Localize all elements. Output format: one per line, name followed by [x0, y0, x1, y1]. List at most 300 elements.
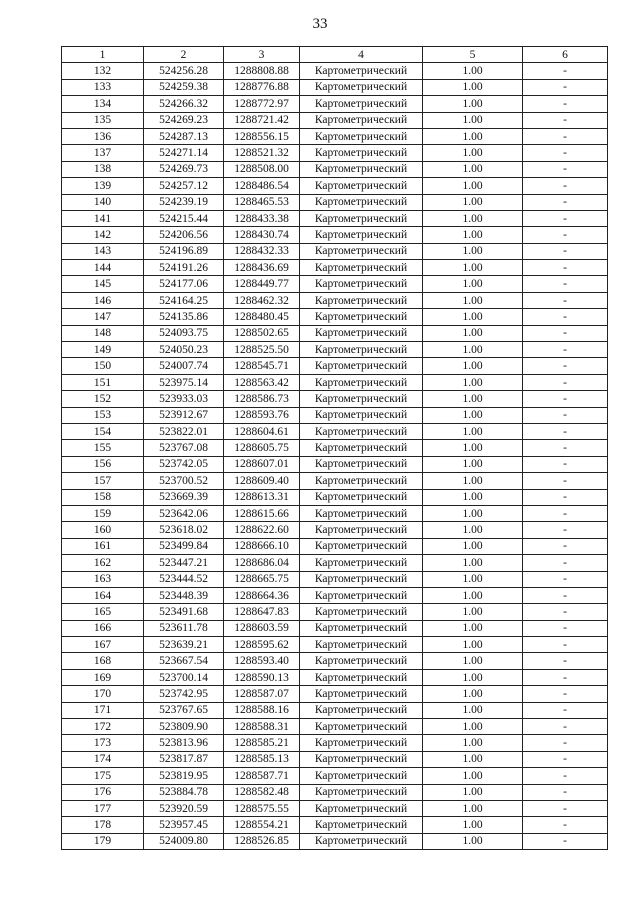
- method-cell: Картометрический: [300, 587, 423, 603]
- x-coordinate-cell: 524269.73: [144, 161, 224, 177]
- method-cell: Картометрический: [300, 505, 423, 521]
- accuracy-cell: 1.00: [423, 63, 523, 79]
- description-cell: -: [523, 686, 608, 702]
- accuracy-cell: 1.00: [423, 669, 523, 685]
- description-cell: -: [523, 210, 608, 226]
- x-coordinate-cell: 523639.21: [144, 637, 224, 653]
- description-cell: -: [523, 342, 608, 358]
- point-number-cell: 133: [62, 79, 144, 95]
- accuracy-cell: 1.00: [423, 768, 523, 784]
- page-number: 33: [312, 16, 328, 32]
- method-cell: Картометрический: [300, 423, 423, 439]
- accuracy-cell: 1.00: [423, 292, 523, 308]
- method-cell: Картометрический: [300, 112, 423, 128]
- description-cell: -: [523, 702, 608, 718]
- x-coordinate-cell: 524196.89: [144, 243, 224, 259]
- description-cell: -: [523, 817, 608, 833]
- accuracy-cell: 1.00: [423, 571, 523, 587]
- table-row: [62, 325, 608, 341]
- accuracy-cell: 1.00: [423, 391, 523, 407]
- table-row: [62, 833, 608, 849]
- accuracy-cell: 1.00: [423, 79, 523, 95]
- method-cell: Картометрический: [300, 637, 423, 653]
- point-number-cell: 160: [62, 522, 144, 538]
- table-row: [62, 260, 608, 276]
- point-number-cell: 134: [62, 96, 144, 112]
- description-cell: -: [523, 784, 608, 800]
- point-number-cell: 139: [62, 178, 144, 194]
- point-number-cell: 155: [62, 440, 144, 456]
- x-coordinate-cell: 523618.02: [144, 522, 224, 538]
- x-coordinate-cell: 524239.19: [144, 194, 224, 210]
- method-cell: Картометрический: [300, 325, 423, 341]
- table-row: [62, 505, 608, 521]
- method-cell: Картометрический: [300, 391, 423, 407]
- x-coordinate-cell: 524050.23: [144, 342, 224, 358]
- method-cell: Картометрический: [300, 800, 423, 816]
- table-row: [62, 473, 608, 489]
- table-row: [62, 194, 608, 210]
- description-cell: -: [523, 669, 608, 685]
- y-coordinate-cell: 1288622.60: [224, 522, 300, 538]
- point-number-cell: 157: [62, 473, 144, 489]
- y-coordinate-cell: 1288587.71: [224, 768, 300, 784]
- y-coordinate-cell: 1288526.85: [224, 833, 300, 849]
- point-number-cell: 156: [62, 456, 144, 472]
- point-number-cell: 172: [62, 719, 144, 735]
- description-cell: -: [523, 735, 608, 751]
- point-number-cell: 137: [62, 145, 144, 161]
- point-number-cell: 142: [62, 227, 144, 243]
- accuracy-cell: 1.00: [423, 260, 523, 276]
- table-row: [62, 391, 608, 407]
- header-cell-3: 3: [224, 47, 300, 63]
- x-coordinate-cell: 523642.06: [144, 505, 224, 521]
- accuracy-cell: 1.00: [423, 522, 523, 538]
- table-row: [62, 719, 608, 735]
- method-cell: Картометрический: [300, 260, 423, 276]
- x-coordinate-cell: 523667.54: [144, 653, 224, 669]
- y-coordinate-cell: 1288613.31: [224, 489, 300, 505]
- point-number-cell: 147: [62, 309, 144, 325]
- header-cell-4: 4: [300, 47, 423, 63]
- method-cell: Картометрический: [300, 456, 423, 472]
- table-row: [62, 555, 608, 571]
- method-cell: Картометрический: [300, 227, 423, 243]
- x-coordinate-cell: 523884.78: [144, 784, 224, 800]
- y-coordinate-cell: 1288593.76: [224, 407, 300, 423]
- y-coordinate-cell: 1288465.53: [224, 194, 300, 210]
- accuracy-cell: 1.00: [423, 243, 523, 259]
- description-cell: -: [523, 538, 608, 554]
- accuracy-cell: 1.00: [423, 587, 523, 603]
- x-coordinate-cell: 523822.01: [144, 423, 224, 439]
- y-coordinate-cell: 1288462.32: [224, 292, 300, 308]
- method-cell: Картометрический: [300, 309, 423, 325]
- description-cell: -: [523, 227, 608, 243]
- accuracy-cell: 1.00: [423, 719, 523, 735]
- method-cell: Картометрический: [300, 768, 423, 784]
- description-cell: -: [523, 260, 608, 276]
- accuracy-cell: 1.00: [423, 538, 523, 554]
- description-cell: -: [523, 96, 608, 112]
- y-coordinate-cell: 1288582.48: [224, 784, 300, 800]
- point-number-cell: 145: [62, 276, 144, 292]
- x-coordinate-cell: 524287.13: [144, 128, 224, 144]
- y-coordinate-cell: 1288772.97: [224, 96, 300, 112]
- accuracy-cell: 1.00: [423, 653, 523, 669]
- coordinates-table: [61, 46, 608, 850]
- method-cell: Картометрический: [300, 407, 423, 423]
- x-coordinate-cell: 524164.25: [144, 292, 224, 308]
- method-cell: Картометрический: [300, 342, 423, 358]
- table-header: [62, 47, 608, 63]
- description-cell: -: [523, 391, 608, 407]
- x-coordinate-cell: 524271.14: [144, 145, 224, 161]
- accuracy-cell: 1.00: [423, 112, 523, 128]
- point-number-cell: 149: [62, 342, 144, 358]
- x-coordinate-cell: 523700.14: [144, 669, 224, 685]
- accuracy-cell: 1.00: [423, 637, 523, 653]
- x-coordinate-cell: 523444.52: [144, 571, 224, 587]
- x-coordinate-cell: 523912.67: [144, 407, 224, 423]
- table-row: [62, 751, 608, 767]
- point-number-cell: 174: [62, 751, 144, 767]
- header-cell-6: 6: [523, 47, 608, 63]
- method-cell: Картометрический: [300, 719, 423, 735]
- description-cell: -: [523, 63, 608, 79]
- table-row: [62, 768, 608, 784]
- point-number-cell: 171: [62, 702, 144, 718]
- x-coordinate-cell: 523447.21: [144, 555, 224, 571]
- description-cell: -: [523, 112, 608, 128]
- accuracy-cell: 1.00: [423, 440, 523, 456]
- y-coordinate-cell: 1288433.38: [224, 210, 300, 226]
- y-coordinate-cell: 1288545.71: [224, 358, 300, 374]
- y-coordinate-cell: 1288585.21: [224, 735, 300, 751]
- accuracy-cell: 1.00: [423, 751, 523, 767]
- method-cell: Картометрический: [300, 178, 423, 194]
- accuracy-cell: 1.00: [423, 128, 523, 144]
- x-coordinate-cell: 524009.80: [144, 833, 224, 849]
- point-number-cell: 175: [62, 768, 144, 784]
- table-row: [62, 161, 608, 177]
- table-row: [62, 587, 608, 603]
- description-cell: -: [523, 325, 608, 341]
- y-coordinate-cell: 1288575.55: [224, 800, 300, 816]
- point-number-cell: 153: [62, 407, 144, 423]
- accuracy-cell: 1.00: [423, 735, 523, 751]
- description-cell: -: [523, 833, 608, 849]
- accuracy-cell: 1.00: [423, 161, 523, 177]
- table-row: [62, 309, 608, 325]
- point-number-cell: 176: [62, 784, 144, 800]
- accuracy-cell: 1.00: [423, 194, 523, 210]
- header-row: [62, 47, 608, 63]
- header-cell-5: 5: [423, 47, 523, 63]
- table-row: [62, 358, 608, 374]
- table-row: [62, 653, 608, 669]
- method-cell: Картометрический: [300, 702, 423, 718]
- description-cell: -: [523, 292, 608, 308]
- x-coordinate-cell: 524177.06: [144, 276, 224, 292]
- y-coordinate-cell: 1288605.75: [224, 440, 300, 456]
- point-number-cell: 144: [62, 260, 144, 276]
- table-row: [62, 440, 608, 456]
- method-cell: Картометрический: [300, 751, 423, 767]
- point-number-cell: 164: [62, 587, 144, 603]
- point-number-cell: 151: [62, 374, 144, 390]
- y-coordinate-cell: 1288666.10: [224, 538, 300, 554]
- table-row: [62, 735, 608, 751]
- point-number-cell: 146: [62, 292, 144, 308]
- table-row: [62, 620, 608, 636]
- point-number-cell: 159: [62, 505, 144, 521]
- method-cell: Картометрический: [300, 571, 423, 587]
- method-cell: Картометрический: [300, 79, 423, 95]
- point-number-cell: 177: [62, 800, 144, 816]
- description-cell: -: [523, 79, 608, 95]
- method-cell: Картометрический: [300, 374, 423, 390]
- accuracy-cell: 1.00: [423, 620, 523, 636]
- x-coordinate-cell: 523933.03: [144, 391, 224, 407]
- x-coordinate-cell: 523809.90: [144, 719, 224, 735]
- point-number-cell: 165: [62, 604, 144, 620]
- description-cell: -: [523, 358, 608, 374]
- x-coordinate-cell: 523813.96: [144, 735, 224, 751]
- description-cell: -: [523, 243, 608, 259]
- description-cell: -: [523, 456, 608, 472]
- description-cell: -: [523, 276, 608, 292]
- point-number-cell: 143: [62, 243, 144, 259]
- description-cell: -: [523, 653, 608, 669]
- point-number-cell: 173: [62, 735, 144, 751]
- method-cell: Картометрический: [300, 440, 423, 456]
- x-coordinate-cell: 523920.59: [144, 800, 224, 816]
- accuracy-cell: 1.00: [423, 686, 523, 702]
- table-row: [62, 686, 608, 702]
- table-row: [62, 637, 608, 653]
- point-number-cell: 158: [62, 489, 144, 505]
- method-cell: Картометрический: [300, 276, 423, 292]
- table-row: [62, 800, 608, 816]
- point-number-cell: 152: [62, 391, 144, 407]
- accuracy-cell: 1.00: [423, 374, 523, 390]
- x-coordinate-cell: 524269.23: [144, 112, 224, 128]
- table-row: [62, 292, 608, 308]
- point-number-cell: 167: [62, 637, 144, 653]
- y-coordinate-cell: 1288525.50: [224, 342, 300, 358]
- table-row: [62, 145, 608, 161]
- table-row: [62, 456, 608, 472]
- method-cell: Картометрический: [300, 833, 423, 849]
- point-number-cell: 148: [62, 325, 144, 341]
- method-cell: Картометрический: [300, 686, 423, 702]
- method-cell: Картометрический: [300, 817, 423, 833]
- y-coordinate-cell: 1288593.40: [224, 653, 300, 669]
- accuracy-cell: 1.00: [423, 342, 523, 358]
- x-coordinate-cell: 524093.75: [144, 325, 224, 341]
- y-coordinate-cell: 1288609.40: [224, 473, 300, 489]
- point-number-cell: 150: [62, 358, 144, 374]
- method-cell: Картометрический: [300, 145, 423, 161]
- table-body: [62, 63, 608, 850]
- x-coordinate-cell: 523767.65: [144, 702, 224, 718]
- method-cell: Картометрический: [300, 620, 423, 636]
- table-row: [62, 604, 608, 620]
- method-cell: Картометрический: [300, 784, 423, 800]
- x-coordinate-cell: 523611.78: [144, 620, 224, 636]
- description-cell: -: [523, 128, 608, 144]
- method-cell: Картометрический: [300, 522, 423, 538]
- x-coordinate-cell: 523448.39: [144, 587, 224, 603]
- method-cell: Картометрический: [300, 473, 423, 489]
- x-coordinate-cell: 524266.32: [144, 96, 224, 112]
- x-coordinate-cell: 524007.74: [144, 358, 224, 374]
- description-cell: -: [523, 374, 608, 390]
- table-row: [62, 227, 608, 243]
- table-row: [62, 112, 608, 128]
- y-coordinate-cell: 1288502.65: [224, 325, 300, 341]
- point-number-cell: 179: [62, 833, 144, 849]
- method-cell: Картометрический: [300, 210, 423, 226]
- accuracy-cell: 1.00: [423, 325, 523, 341]
- accuracy-cell: 1.00: [423, 178, 523, 194]
- description-cell: -: [523, 473, 608, 489]
- y-coordinate-cell: 1288590.13: [224, 669, 300, 685]
- y-coordinate-cell: 1288587.07: [224, 686, 300, 702]
- y-coordinate-cell: 1288436.69: [224, 260, 300, 276]
- accuracy-cell: 1.00: [423, 800, 523, 816]
- y-coordinate-cell: 1288595.62: [224, 637, 300, 653]
- table-row: [62, 522, 608, 538]
- x-coordinate-cell: 523499.84: [144, 538, 224, 554]
- point-number-cell: 141: [62, 210, 144, 226]
- y-coordinate-cell: 1288603.59: [224, 620, 300, 636]
- table-row: [62, 489, 608, 505]
- description-cell: -: [523, 637, 608, 653]
- method-cell: Картометрический: [300, 604, 423, 620]
- point-number-cell: 140: [62, 194, 144, 210]
- point-number-cell: 168: [62, 653, 144, 669]
- accuracy-cell: 1.00: [423, 276, 523, 292]
- accuracy-cell: 1.00: [423, 555, 523, 571]
- y-coordinate-cell: 1288721.42: [224, 112, 300, 128]
- description-cell: -: [523, 571, 608, 587]
- point-number-cell: 162: [62, 555, 144, 571]
- y-coordinate-cell: 1288586.73: [224, 391, 300, 407]
- point-number-cell: 161: [62, 538, 144, 554]
- y-coordinate-cell: 1288615.66: [224, 505, 300, 521]
- y-coordinate-cell: 1288486.54: [224, 178, 300, 194]
- description-cell: -: [523, 505, 608, 521]
- y-coordinate-cell: 1288449.77: [224, 276, 300, 292]
- method-cell: Картометрический: [300, 669, 423, 685]
- y-coordinate-cell: 1288664.36: [224, 587, 300, 603]
- accuracy-cell: 1.00: [423, 817, 523, 833]
- y-coordinate-cell: 1288480.45: [224, 309, 300, 325]
- y-coordinate-cell: 1288588.31: [224, 719, 300, 735]
- table-row: [62, 96, 608, 112]
- description-cell: -: [523, 145, 608, 161]
- y-coordinate-cell: 1288430.74: [224, 227, 300, 243]
- x-coordinate-cell: 523669.39: [144, 489, 224, 505]
- accuracy-cell: 1.00: [423, 702, 523, 718]
- accuracy-cell: 1.00: [423, 784, 523, 800]
- table-row: [62, 423, 608, 439]
- table-row: [62, 63, 608, 79]
- y-coordinate-cell: 1288607.01: [224, 456, 300, 472]
- x-coordinate-cell: 523742.95: [144, 686, 224, 702]
- y-coordinate-cell: 1288604.61: [224, 423, 300, 439]
- accuracy-cell: 1.00: [423, 456, 523, 472]
- y-coordinate-cell: 1288432.33: [224, 243, 300, 259]
- x-coordinate-cell: 524206.56: [144, 227, 224, 243]
- y-coordinate-cell: 1288563.42: [224, 374, 300, 390]
- point-number-cell: 154: [62, 423, 144, 439]
- description-cell: -: [523, 423, 608, 439]
- method-cell: Картометрический: [300, 243, 423, 259]
- point-number-cell: 169: [62, 669, 144, 685]
- accuracy-cell: 1.00: [423, 358, 523, 374]
- method-cell: Картометрический: [300, 555, 423, 571]
- y-coordinate-cell: 1288776.88: [224, 79, 300, 95]
- description-cell: -: [523, 489, 608, 505]
- method-cell: Картометрический: [300, 161, 423, 177]
- x-coordinate-cell: 524256.28: [144, 63, 224, 79]
- accuracy-cell: 1.00: [423, 473, 523, 489]
- x-coordinate-cell: 523742.05: [144, 456, 224, 472]
- description-cell: -: [523, 587, 608, 603]
- table-row: [62, 276, 608, 292]
- table-row: [62, 374, 608, 390]
- accuracy-cell: 1.00: [423, 227, 523, 243]
- point-number-cell: 136: [62, 128, 144, 144]
- y-coordinate-cell: 1288647.83: [224, 604, 300, 620]
- table-row: [62, 571, 608, 587]
- y-coordinate-cell: 1288665.75: [224, 571, 300, 587]
- point-number-cell: 170: [62, 686, 144, 702]
- x-coordinate-cell: 523491.68: [144, 604, 224, 620]
- table-row: [62, 342, 608, 358]
- method-cell: Картометрический: [300, 96, 423, 112]
- x-coordinate-cell: 524135.86: [144, 309, 224, 325]
- description-cell: -: [523, 178, 608, 194]
- y-coordinate-cell: 1288588.16: [224, 702, 300, 718]
- y-coordinate-cell: 1288686.04: [224, 555, 300, 571]
- method-cell: Картометрический: [300, 128, 423, 144]
- accuracy-cell: 1.00: [423, 489, 523, 505]
- table-row: [62, 817, 608, 833]
- point-number-cell: 163: [62, 571, 144, 587]
- table-row: [62, 669, 608, 685]
- y-coordinate-cell: 1288808.88: [224, 63, 300, 79]
- y-coordinate-cell: 1288521.32: [224, 145, 300, 161]
- table-row: [62, 407, 608, 423]
- table-row: [62, 210, 608, 226]
- description-cell: -: [523, 161, 608, 177]
- description-cell: -: [523, 194, 608, 210]
- accuracy-cell: 1.00: [423, 505, 523, 521]
- table-row: [62, 702, 608, 718]
- description-cell: -: [523, 751, 608, 767]
- description-cell: -: [523, 440, 608, 456]
- description-cell: -: [523, 719, 608, 735]
- point-number-cell: 166: [62, 620, 144, 636]
- description-cell: -: [523, 620, 608, 636]
- point-number-cell: 138: [62, 161, 144, 177]
- method-cell: Картометрический: [300, 63, 423, 79]
